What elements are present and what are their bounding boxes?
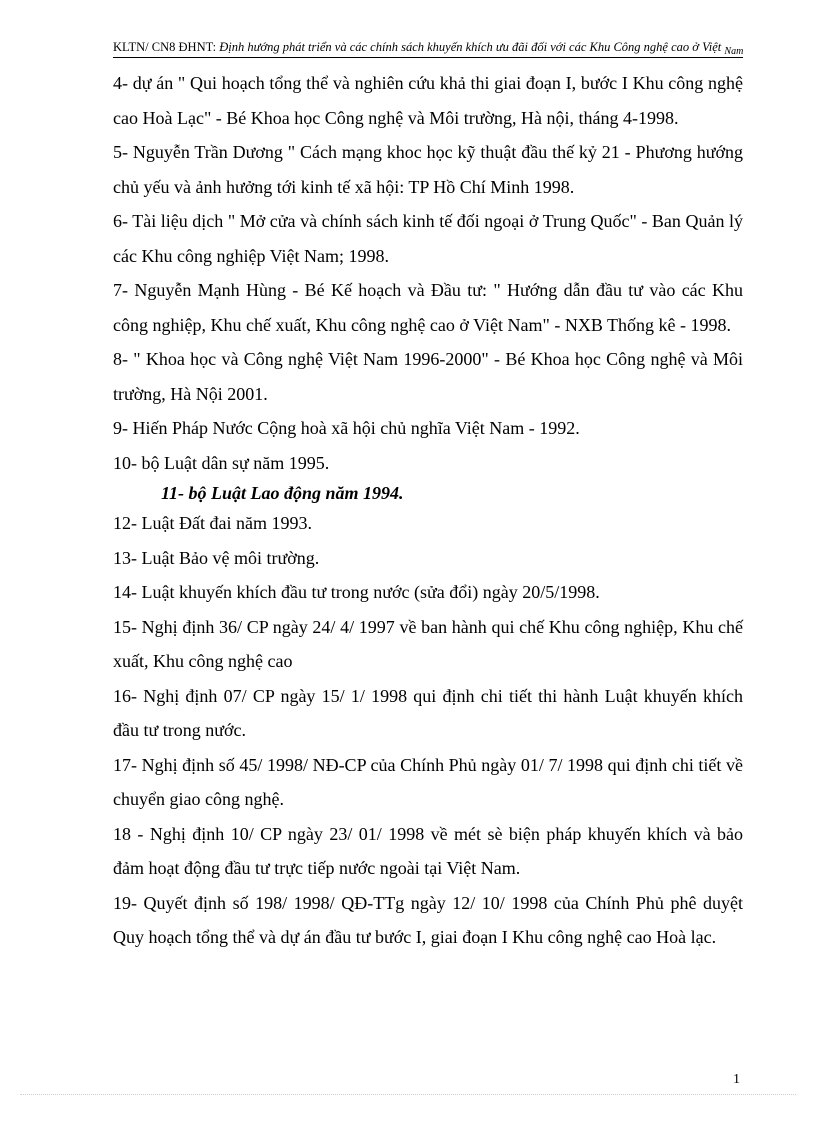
- reference-item-19: 19- Quyết định số 198/ 1998/ QĐ-TTg ngày 12/ 10/ 1998 của Chính Phủ phê duyệt Quy hoạch tổng thể và dự án đầu tư bước I, giai đoạn I Khu công nghệ cao Hoà lạc.: [113, 892, 743, 947]
- reference-item-12: 12- Luật Đất đai năm 1993.: [113, 513, 312, 533]
- reference-item-13: 13- Luật Bảo vệ môi trường.: [113, 547, 320, 568]
- header-code: KLTN/ CN8 ĐHNT:: [113, 40, 217, 54]
- page-bottom-divider: [20, 1094, 796, 1095]
- page-number: 1: [733, 1072, 740, 1087]
- header-title: Định hướng phát triển và các chính sách khuyến khích ưu đãi đối với các Khu Công nghệ cao ở Việt: [219, 40, 722, 54]
- reference-item-5: 5- Nguyễn Trần Dương " Cách mạng khoc học kỹ thuật đầu thế kỷ 21 - Phương hướng chủ yếu và ảnh hưởng tới kinh tế xã hội: TP Hồ Chí Minh 1998.: [113, 142, 743, 197]
- reference-item-14: 14- Luật khuyến khích đầu tư trong nước (sửa đổi) ngày 20/5/1998.: [113, 582, 600, 602]
- reference-item-18: 18 - Nghị định 10/ CP ngày 23/ 01/ 1998 về mét sè biện pháp khuyến khích và bảo đảm hoạt động đầu tư trực tiếp nước ngoài tại Việt Nam.: [113, 823, 743, 878]
- reference-item-16: 16- Nghị định 07/ CP ngày 15/ 1/ 1998 qui định chi tiết thi hành Luật khuyến khích đầu tư trong nước.: [113, 685, 743, 740]
- reference-item-8: 8- " Khoa học và Công nghệ Việt Nam 1996-2000" - Bé Khoa học Công nghệ và Môi trường, Hà Nội 2001.: [113, 349, 743, 404]
- header-title-tail: Nam: [724, 46, 743, 57]
- reference-item-4: 4- dự án " Qui hoạch tổng thể và nghiên cứu khả thi giai đoạn I, bước I Khu công nghệ cao Hoà Lạc" - Bé Khoa học Công nghệ và Môi trường, Hà nội, tháng 4-1998.: [113, 73, 743, 128]
- reference-item-17: 17- Nghị định số 45/ 1998/ NĐ-CP của Chính Phủ ngày 01/ 7/ 1998 qui định chi tiết về chuyển giao công nghệ.: [113, 754, 743, 809]
- reference-item-6: 6- Tài liệu dịch " Mở cửa và chính sách kinh tế đối ngoại ở Trung Quốc" - Ban Quản lý các Khu công nghiệp Việt Nam; 1998.: [113, 211, 743, 266]
- reference-item-9: 9- Hiến Pháp Nước Cộng hoà xã hội chủ nghĩa Việt Nam - 1992.: [113, 418, 580, 438]
- reference-item-11: 11- bộ Luật Lao động năm 1994.: [161, 483, 404, 503]
- reference-item-15: 15- Nghị định 36/ CP ngày 24/ 4/ 1997 về ban hành qui chế Khu công nghiệp, Khu chế xuất, Khu công nghệ cao: [113, 616, 743, 671]
- reference-item-10: 10- bộ Luật dân sự năm 1995.: [113, 452, 330, 473]
- reference-item-7: 7- Nguyễn Mạnh Hùng - Bé Kế hoạch và Đầu tư: " Hướng dẫn đầu tư vào các Khu công nghiệp, Khu chế xuất, Khu công nghệ cao ở Việt Nam" - NXB Thống kê - 1998.: [113, 280, 743, 335]
- running-header: [113, 40, 743, 58]
- reference-list: [113, 66, 743, 955]
